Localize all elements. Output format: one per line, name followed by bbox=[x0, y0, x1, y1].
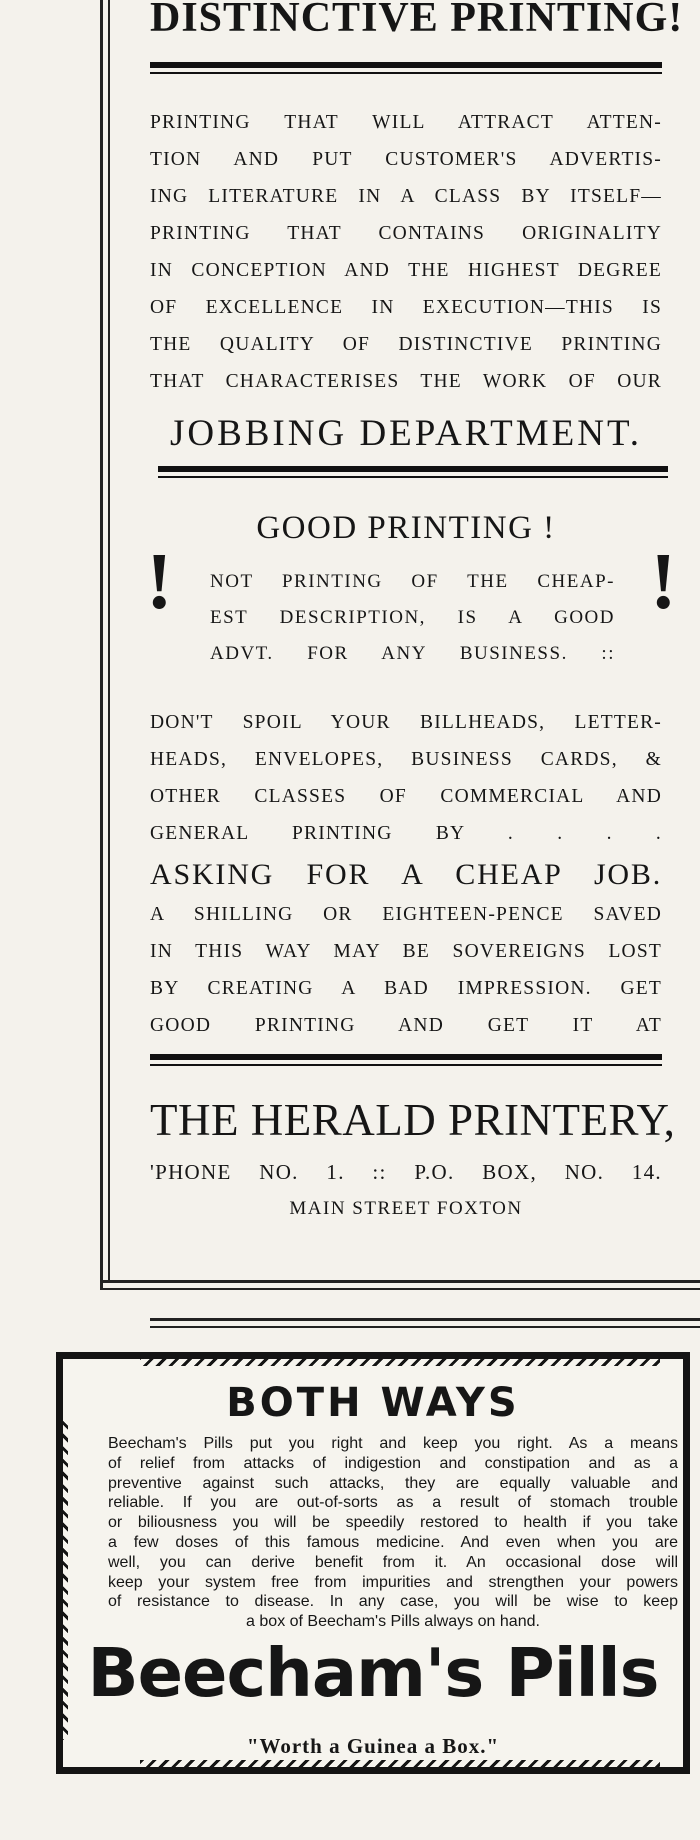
body-line: of relief from attacks of indigestion and constipation and as a bbox=[108, 1454, 678, 1472]
body-line: of resistance to disease. In any case, you will be wise to keep bbox=[108, 1593, 678, 1611]
divider-rule-thin bbox=[150, 72, 662, 74]
exclamation-mark-right: ! bbox=[650, 538, 677, 626]
body-line: Beecham's Pills put you right and keep you right. As a means bbox=[108, 1435, 678, 1452]
body-line: or biliousness you will be speedily restored to health if you take bbox=[108, 1514, 678, 1532]
text-line: THE QUALITY OF DISTINCTIVE PRINTING bbox=[150, 334, 662, 355]
text-line: IN THIS WAY MAY BE SOVEREIGNS LOST bbox=[150, 941, 662, 962]
cheap-paragraph bbox=[210, 564, 615, 672]
text-line: A SHILLING OR EIGHTEEN-PENCE SAVED bbox=[150, 904, 662, 925]
text-line: NOT PRINTING OF THE CHEAP- bbox=[210, 571, 615, 592]
printery-name: THE HERALD PRINTERY, bbox=[150, 1095, 676, 1145]
bottom-border-rule bbox=[100, 1280, 700, 1283]
body-line: a few doses of this famous medicine. And even when you are bbox=[108, 1533, 678, 1551]
good-printing-title: GOOD PRINTING ! bbox=[256, 510, 556, 546]
left-border-rule-inner bbox=[108, 0, 110, 1282]
body-line: keep your system free from impurities and strengthen your powers bbox=[108, 1573, 678, 1591]
text-line: BY CREATING A BAD IMPRESSION. GET bbox=[150, 978, 662, 999]
text-line: OF EXCELLENCE IN EXECUTION—THIS IS bbox=[150, 297, 662, 318]
divider-rule bbox=[150, 62, 662, 68]
body-line: reliable. If you are out-of-sorts as a result of stomach trouble bbox=[108, 1494, 678, 1512]
bottom-zigzag-border bbox=[140, 1760, 660, 1770]
text-line: GENERAL PRINTING BY . . . . bbox=[150, 823, 662, 844]
divider-rule-thin bbox=[150, 1064, 662, 1066]
advert-headline: BOTH WAYS bbox=[226, 1380, 520, 1426]
text-line: ADVT. FOR ANY BUSINESS. :: bbox=[210, 643, 615, 664]
body-line: well, you can derive benefit from it. An occasional dose will bbox=[108, 1553, 678, 1571]
divider-rule bbox=[158, 466, 668, 472]
address-line: MAIN STREET FOXTON bbox=[289, 1198, 523, 1219]
divider-rule-thin bbox=[158, 476, 668, 478]
tagline: "Worth a Guinea a Box." bbox=[246, 1734, 500, 1758]
advert-body bbox=[108, 1434, 678, 1632]
contact-line: 'PHONE NO. 1. :: P.O. BOX, NO. 14. bbox=[150, 1160, 662, 1184]
text-line: PRINTING THAT WILL ATTRACT ATTEN- bbox=[150, 112, 662, 133]
intro-paragraph bbox=[150, 104, 662, 400]
saved-paragraph bbox=[150, 896, 662, 1044]
brand-name: Beecham's Pills bbox=[87, 1634, 659, 1712]
text-line: THAT CHARACTERISES THE WORK OF OUR bbox=[150, 371, 662, 392]
cheap-job-heading: ASKING FOR A CHEAP JOB. bbox=[150, 858, 662, 891]
text-line: ING LITERATURE IN A CLASS BY ITSELF— bbox=[150, 186, 662, 207]
column-separator-rule bbox=[150, 1318, 700, 1321]
spoil-paragraph bbox=[150, 704, 662, 852]
text-line: OTHER CLASSES OF COMMERCIAL AND bbox=[150, 786, 662, 807]
text-line: EST DESCRIPTION, IS A GOOD bbox=[210, 607, 615, 628]
department-title: JOBBING DEPARTMENT. bbox=[169, 413, 643, 454]
text-line: HEADS, ENVELOPES, BUSINESS CARDS, & bbox=[150, 749, 662, 770]
text-line: IN CONCEPTION AND THE HIGHEST DEGREE bbox=[150, 260, 662, 281]
exclamation-mark-left: ! bbox=[146, 538, 173, 626]
column-separator-rule-lower bbox=[150, 1326, 700, 1328]
headline: DISTINCTIVE PRINTING! bbox=[150, 0, 684, 41]
divider-rule bbox=[150, 1054, 662, 1060]
body-line: a box of Beecham's Pills always on hand. bbox=[246, 1613, 540, 1631]
text-line: TION AND PUT CUSTOMER'S ADVERTIS- bbox=[150, 149, 662, 170]
text-line: DON'T SPOIL YOUR BILLHEADS, LETTER- bbox=[150, 712, 662, 733]
text-line: GOOD PRINTING AND GET IT AT bbox=[150, 1015, 662, 1036]
left-border-rule bbox=[100, 0, 103, 1290]
body-line: preventive against such attacks, they are equally valuable and bbox=[108, 1474, 678, 1492]
top-zigzag-border bbox=[140, 1356, 660, 1366]
text-line: PRINTING THAT CONTAINS ORIGINALITY bbox=[150, 223, 662, 244]
bottom-border-rule-lower bbox=[100, 1288, 700, 1290]
